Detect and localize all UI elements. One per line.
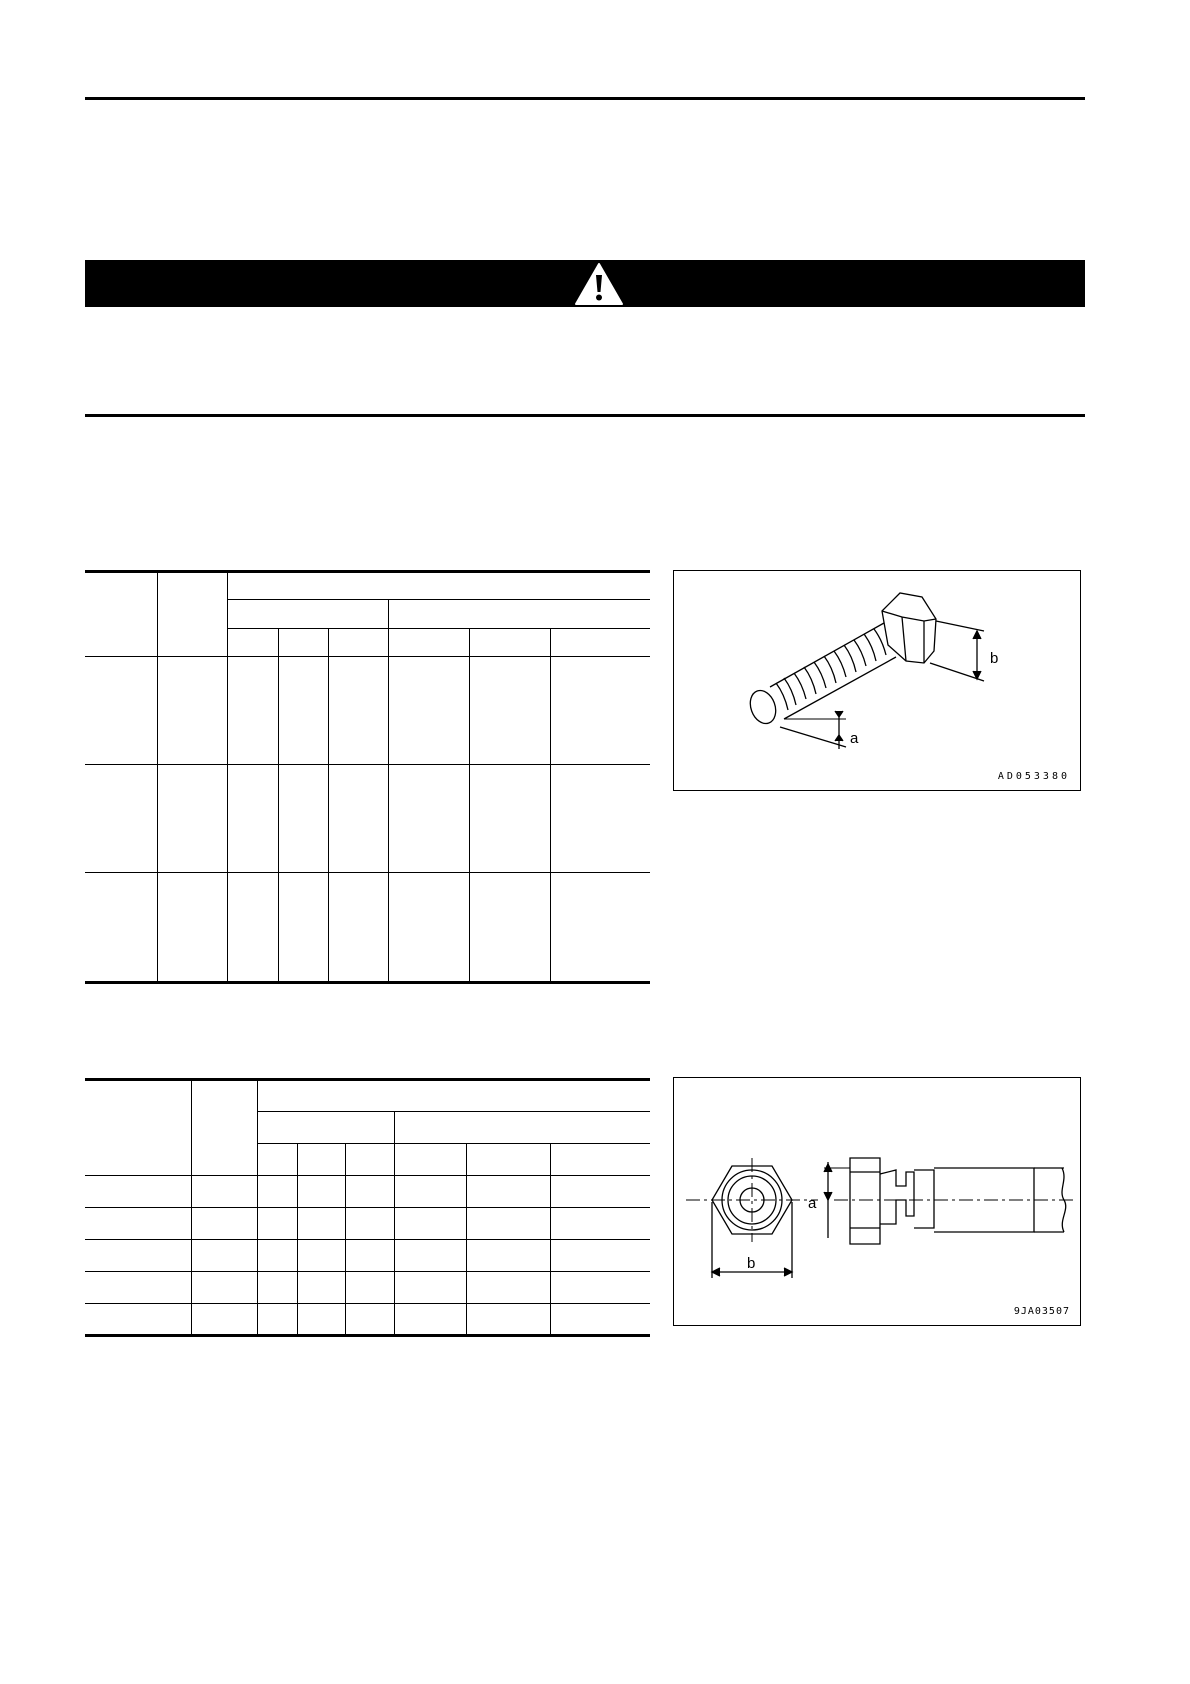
table-row bbox=[85, 1304, 650, 1336]
header-cell bbox=[466, 1144, 550, 1176]
table-row bbox=[85, 1208, 650, 1240]
header-cell bbox=[388, 629, 469, 657]
header-cell bbox=[394, 1112, 650, 1144]
table-row bbox=[85, 1240, 650, 1272]
header-cell bbox=[191, 1080, 257, 1176]
dimension-a-label: a bbox=[808, 1195, 817, 1212]
header-cell bbox=[257, 1144, 297, 1176]
section-rule bbox=[85, 414, 1085, 417]
table-row bbox=[85, 1272, 650, 1304]
header-cell bbox=[394, 1144, 466, 1176]
table-row bbox=[85, 873, 650, 983]
table-row bbox=[85, 657, 650, 765]
header-cell bbox=[328, 629, 388, 657]
warning-banner bbox=[85, 260, 1085, 307]
header-cell bbox=[550, 1144, 650, 1176]
hose-torque-table bbox=[85, 1078, 650, 1337]
header-cell bbox=[157, 572, 227, 657]
bolt-illustration bbox=[674, 571, 1080, 790]
header-cell bbox=[297, 1144, 345, 1176]
header-cell bbox=[345, 1144, 394, 1176]
bolt-torque-table bbox=[85, 570, 650, 984]
table-row bbox=[85, 765, 650, 873]
header-cell bbox=[257, 1080, 650, 1112]
header-cell bbox=[550, 629, 650, 657]
figure-code: AD053380 bbox=[997, 771, 1070, 782]
figure-code: 9JA03507 bbox=[1013, 1306, 1070, 1317]
dimension-b-label: b bbox=[990, 650, 999, 667]
header-cell bbox=[388, 600, 650, 629]
header-cell bbox=[227, 629, 278, 657]
dimension-b-label: b bbox=[747, 1255, 756, 1272]
header-cell bbox=[227, 572, 650, 600]
top-rule bbox=[85, 97, 1085, 100]
dimension-a-label: a bbox=[850, 730, 859, 747]
warning-triangle-icon bbox=[574, 262, 624, 306]
hose-fitting-figure bbox=[673, 1077, 1081, 1326]
header-cell bbox=[85, 572, 157, 657]
header-cell bbox=[85, 1080, 191, 1176]
header-cell bbox=[278, 629, 328, 657]
header-cell bbox=[257, 1112, 394, 1144]
bolt-figure bbox=[673, 570, 1081, 791]
table-row bbox=[85, 1176, 650, 1208]
hose-fitting-illustration bbox=[674, 1078, 1080, 1325]
header-cell bbox=[469, 629, 550, 657]
header-cell bbox=[227, 600, 388, 629]
